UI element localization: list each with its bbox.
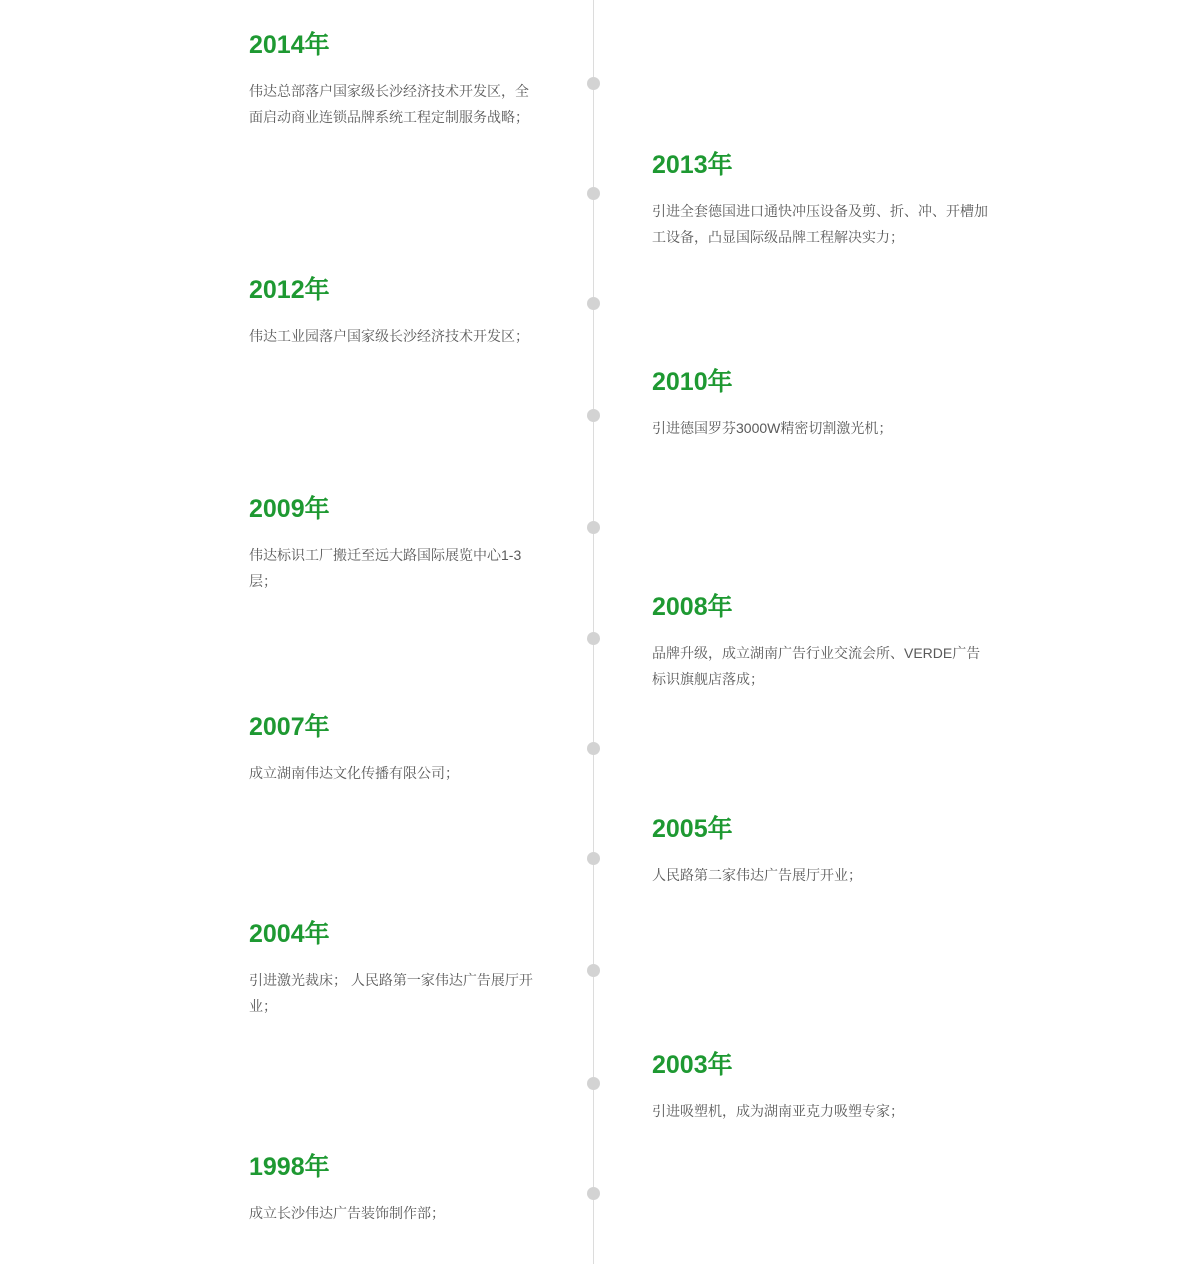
timeline-entry-2014 bbox=[249, 33, 541, 130]
timeline-entry-2005 bbox=[652, 817, 988, 888]
timeline-year: 2005年 bbox=[652, 815, 733, 843]
timeline-description: 伟达总部落户国家级长沙经济技术开发区，全面启动商业连锁品牌系统工程定制服务战略； bbox=[249, 83, 529, 125]
timeline-description: 引进吸塑机，成为湖南亚克力吸塑专家； bbox=[652, 1103, 904, 1119]
timeline-dot bbox=[587, 852, 600, 865]
timeline-dot bbox=[587, 77, 600, 90]
timeline-dot bbox=[587, 742, 600, 755]
timeline-entry-2003 bbox=[652, 1053, 988, 1124]
timeline-year: 2007年 bbox=[249, 713, 330, 741]
timeline-entry-2012 bbox=[249, 278, 541, 349]
timeline-description: 成立湖南伟达文化传播有限公司； bbox=[249, 765, 459, 781]
timeline-year: 2009年 bbox=[249, 495, 330, 523]
timeline-dot bbox=[587, 297, 600, 310]
timeline-entry-2013 bbox=[652, 153, 988, 250]
timeline-description: 成立长沙伟达广告装饰制作部； bbox=[249, 1205, 445, 1221]
timeline-dot bbox=[587, 409, 600, 422]
timeline-year: 2008年 bbox=[652, 593, 733, 621]
timeline-entry-2010 bbox=[652, 370, 988, 441]
timeline-description: 引进激光裁床； 人民路第一家伟达广告展厅开业； bbox=[249, 972, 533, 1014]
timeline-entry-2008 bbox=[652, 595, 988, 692]
timeline-description: 伟达标识工厂搬迁至远大路国际展览中心1-3层； bbox=[249, 547, 522, 589]
timeline-dot bbox=[587, 964, 600, 977]
timeline-year: 2013年 bbox=[652, 151, 733, 179]
timeline-year: 2012年 bbox=[249, 276, 330, 304]
timeline-entry-2004 bbox=[249, 922, 541, 1019]
timeline-description: 品牌升级，成立湖南广告行业交流会所、VERDE广告标识旗舰店落成； bbox=[652, 645, 981, 687]
timeline-description: 伟达工业园落户国家级长沙经济技术开发区； bbox=[249, 328, 529, 344]
timeline-year: 2004年 bbox=[249, 920, 330, 948]
timeline-dot bbox=[587, 521, 600, 534]
timeline-year: 1998年 bbox=[249, 1153, 330, 1181]
timeline-entry-1998 bbox=[249, 1155, 541, 1226]
timeline-description: 引进德国罗芬3000W精密切割激光机； bbox=[652, 420, 893, 436]
timeline-dot bbox=[587, 1187, 600, 1200]
timeline-entry-2007 bbox=[249, 715, 541, 786]
timeline-year: 2003年 bbox=[652, 1051, 733, 1079]
timeline-dot bbox=[587, 632, 600, 645]
timeline-description: 人民路第二家伟达广告展厅开业； bbox=[652, 867, 862, 883]
timeline-dot bbox=[587, 1077, 600, 1090]
timeline-year: 2014年 bbox=[249, 31, 330, 59]
timeline-dot bbox=[587, 187, 600, 200]
timeline-description: 引进全套德国进口通快冲压设备及剪、折、冲、开槽加工设备，凸显国际级品牌工程解决实力； bbox=[652, 203, 988, 245]
timeline-year: 2010年 bbox=[652, 368, 733, 396]
timeline-entry-2009 bbox=[249, 497, 541, 594]
